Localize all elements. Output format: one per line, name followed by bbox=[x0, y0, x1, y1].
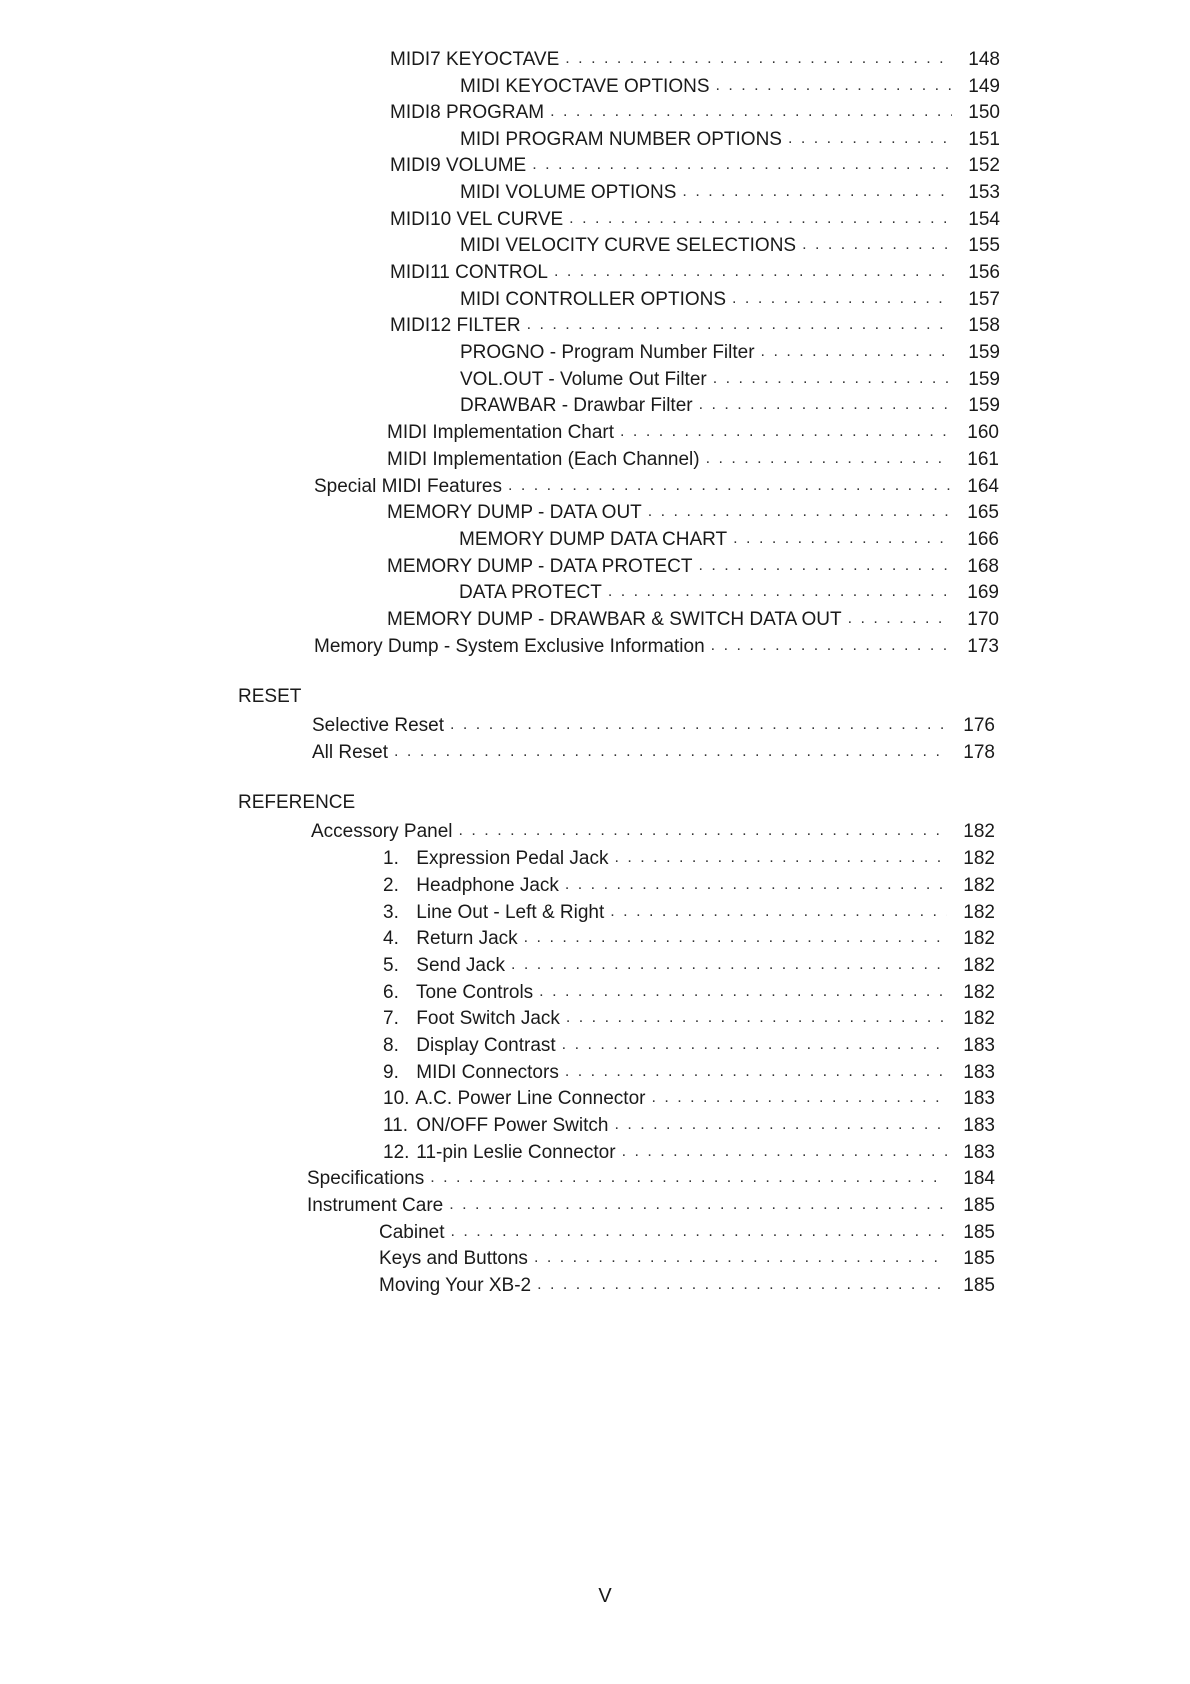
toc-entry bbox=[387, 444, 999, 471]
dot-leader bbox=[788, 128, 952, 151]
dot-leader bbox=[732, 288, 952, 311]
section-heading-reference: REFERENCE bbox=[238, 792, 356, 813]
dot-leader bbox=[648, 501, 951, 524]
entry-title: PROGNO - Program Number Filter bbox=[460, 342, 755, 363]
entry-title-text: ON/OFF Power Switch bbox=[416, 1115, 609, 1136]
entry-page: 169 bbox=[967, 582, 999, 603]
entry-title: Specifications bbox=[307, 1168, 425, 1189]
item-number: 4. bbox=[383, 928, 399, 949]
dot-leader bbox=[608, 581, 951, 604]
dot-leader bbox=[450, 714, 947, 737]
entry-title bbox=[383, 955, 511, 977]
toc-entry bbox=[460, 177, 1000, 204]
entry-page: 158 bbox=[968, 315, 1000, 336]
toc-entry bbox=[387, 604, 999, 631]
toc-entry bbox=[314, 631, 999, 658]
entry-title: MEMORY DUMP DATA CHART bbox=[459, 529, 728, 550]
dot-leader bbox=[537, 1274, 947, 1297]
item-number: 10. bbox=[383, 1088, 410, 1109]
item-number: 6. bbox=[383, 982, 399, 1003]
dot-leader bbox=[610, 901, 947, 924]
entry-title-text: A.C. Power Line Connector bbox=[415, 1088, 646, 1109]
dot-leader bbox=[614, 1114, 947, 1137]
entry-title bbox=[383, 1035, 562, 1057]
toc-entry bbox=[383, 1137, 995, 1164]
entry-title-text: 11-pin Leslie Connector bbox=[416, 1142, 616, 1163]
toc-entry bbox=[390, 44, 1000, 71]
item-number: 5. bbox=[383, 955, 399, 976]
toc-entry bbox=[383, 870, 995, 897]
entry-title-text: Headphone Jack bbox=[416, 875, 559, 896]
toc-entry bbox=[460, 230, 1000, 257]
dot-leader bbox=[565, 1061, 947, 1084]
dot-leader bbox=[430, 1167, 947, 1190]
dot-leader bbox=[566, 1007, 947, 1030]
entry-title: VOL.OUT - Volume Out Filter bbox=[460, 369, 707, 390]
dot-leader bbox=[532, 154, 952, 177]
toc-entry bbox=[312, 737, 995, 764]
toc-entry bbox=[314, 471, 999, 498]
dot-leader bbox=[615, 847, 948, 870]
dot-leader bbox=[554, 261, 952, 284]
entry-title bbox=[383, 1088, 651, 1110]
dot-leader bbox=[698, 555, 951, 578]
toc-entry bbox=[460, 364, 1000, 391]
entry-page: 157 bbox=[968, 289, 1000, 310]
entry-title: Cabinet bbox=[379, 1222, 445, 1243]
entry-page: 153 bbox=[968, 182, 1000, 203]
entry-page: 159 bbox=[968, 369, 1000, 390]
entry-title: MIDI Implementation (Each Channel) bbox=[387, 449, 700, 470]
entry-page: 183 bbox=[963, 1142, 995, 1163]
entry-page: 182 bbox=[963, 875, 995, 896]
entry-title-text: Tone Controls bbox=[415, 982, 534, 1003]
entry-title bbox=[383, 875, 565, 897]
item-number: 3. bbox=[383, 902, 399, 923]
toc-entry bbox=[379, 1243, 995, 1270]
entry-page: 182 bbox=[963, 848, 995, 869]
entry-title-text: Send Jack bbox=[416, 955, 506, 976]
entry-page: 184 bbox=[963, 1168, 995, 1189]
dot-leader bbox=[651, 1087, 947, 1110]
toc-entry bbox=[307, 1163, 995, 1190]
toc-entry bbox=[390, 150, 1000, 177]
entry-title: MEMORY DUMP - DATA PROTECT bbox=[387, 556, 693, 577]
entry-title: MEMORY DUMP - DATA OUT bbox=[387, 502, 642, 523]
entry-title: MIDI8 PROGRAM bbox=[390, 102, 545, 123]
toc-entry bbox=[387, 551, 999, 578]
entry-page: 148 bbox=[968, 49, 1000, 70]
entry-page: 170 bbox=[967, 609, 999, 630]
entry-title: All Reset bbox=[312, 742, 389, 763]
entry-page: 178 bbox=[963, 742, 995, 763]
entry-page: 182 bbox=[963, 821, 995, 842]
entry-title bbox=[383, 928, 524, 950]
entry-page: 159 bbox=[968, 342, 1000, 363]
entry-title: MIDI12 FILTER bbox=[390, 315, 521, 336]
toc-entry bbox=[460, 337, 1000, 364]
entry-page: 168 bbox=[967, 556, 999, 577]
entry-title bbox=[383, 1142, 622, 1164]
entry-title: MIDI10 VEL CURVE bbox=[390, 209, 564, 230]
toc-entry bbox=[383, 1003, 995, 1030]
dot-leader bbox=[565, 48, 952, 71]
entry-title bbox=[383, 1008, 566, 1030]
entry-title bbox=[383, 848, 615, 870]
dot-leader bbox=[848, 608, 951, 631]
entry-title: MIDI VOLUME OPTIONS bbox=[460, 182, 677, 203]
entry-title bbox=[383, 1062, 565, 1084]
dot-leader bbox=[682, 181, 952, 204]
section-heading-reset: RESET bbox=[238, 686, 302, 707]
toc-entry bbox=[460, 124, 1000, 151]
entry-page: 150 bbox=[968, 102, 1000, 123]
toc-entry bbox=[390, 97, 1000, 124]
entry-page: 165 bbox=[967, 502, 999, 523]
toc-entry bbox=[383, 1057, 995, 1084]
toc-entry bbox=[390, 257, 1000, 284]
dot-leader bbox=[511, 954, 947, 977]
entry-title: MIDI CONTROLLER OPTIONS bbox=[460, 289, 727, 310]
dot-leader bbox=[711, 635, 951, 658]
dot-leader bbox=[706, 448, 951, 471]
entry-title: Special MIDI Features bbox=[314, 476, 502, 497]
toc-entry bbox=[460, 284, 1000, 311]
toc-entry bbox=[307, 1190, 995, 1217]
toc-entry bbox=[379, 1270, 995, 1297]
dot-leader bbox=[569, 208, 952, 231]
entry-title: MIDI KEYOCTAVE OPTIONS bbox=[460, 76, 710, 97]
entry-page: 183 bbox=[963, 1115, 995, 1136]
entry-title: MIDI VELOCITY CURVE SELECTIONS bbox=[460, 235, 797, 256]
entry-title: Selective Reset bbox=[312, 715, 445, 736]
entry-page: 155 bbox=[968, 235, 1000, 256]
entry-page: 160 bbox=[967, 422, 999, 443]
item-number: 9. bbox=[383, 1062, 399, 1083]
toc-entry bbox=[383, 1030, 995, 1057]
toc-entry bbox=[383, 1110, 995, 1137]
entry-title-text: Display Contrast bbox=[416, 1035, 556, 1056]
entry-title: Moving Your XB-2 bbox=[379, 1275, 532, 1296]
entry-title: MIDI PROGRAM NUMBER OPTIONS bbox=[460, 129, 782, 150]
toc-entry bbox=[379, 1217, 995, 1244]
item-number: 12. bbox=[383, 1142, 410, 1163]
toc-entry bbox=[383, 950, 995, 977]
toc-entry bbox=[387, 417, 999, 444]
entry-title-text: Expression Pedal Jack bbox=[416, 848, 609, 869]
toc-entry bbox=[312, 710, 995, 737]
entry-title-text: Line Out - Left & Right bbox=[416, 902, 605, 923]
toc-entry bbox=[383, 843, 995, 870]
dot-leader bbox=[534, 1247, 947, 1270]
entry-page: 185 bbox=[963, 1275, 995, 1296]
dot-leader bbox=[733, 528, 951, 551]
dot-leader bbox=[449, 1194, 947, 1217]
item-number: 8. bbox=[383, 1035, 399, 1056]
dot-leader bbox=[761, 341, 952, 364]
dot-leader bbox=[802, 234, 952, 257]
entry-page: 152 bbox=[968, 155, 1000, 176]
entry-page: 182 bbox=[963, 982, 995, 1003]
entry-page: 182 bbox=[963, 1008, 995, 1029]
entry-page: 166 bbox=[967, 529, 999, 550]
entry-title bbox=[383, 982, 539, 1004]
entry-title: Memory Dump - System Exclusive Information bbox=[314, 636, 705, 657]
toc-entry bbox=[383, 977, 995, 1004]
entry-page: 173 bbox=[967, 636, 999, 657]
entry-title-text: MIDI Connectors bbox=[416, 1062, 559, 1083]
entry-page: 164 bbox=[967, 476, 999, 497]
dot-leader bbox=[622, 1141, 947, 1164]
dot-leader bbox=[620, 421, 951, 444]
entry-title: MIDI9 VOLUME bbox=[390, 155, 527, 176]
item-number: 2. bbox=[383, 875, 399, 896]
entry-title: Accessory Panel bbox=[311, 821, 453, 842]
entry-page: 149 bbox=[968, 76, 1000, 97]
entry-page: 183 bbox=[963, 1035, 995, 1056]
dot-leader bbox=[459, 820, 947, 843]
toc-entry bbox=[383, 923, 995, 950]
item-number: 11. bbox=[383, 1115, 409, 1136]
toc-entry bbox=[459, 524, 999, 551]
toc-entry bbox=[460, 71, 1000, 98]
entry-page: 159 bbox=[968, 395, 1000, 416]
dot-leader bbox=[527, 314, 952, 337]
entry-page: 185 bbox=[963, 1248, 995, 1269]
toc-entry bbox=[383, 897, 995, 924]
entry-page: 183 bbox=[963, 1062, 995, 1083]
dot-leader bbox=[524, 927, 947, 950]
entry-page: 156 bbox=[968, 262, 1000, 283]
toc-entry bbox=[383, 1083, 995, 1110]
dot-leader bbox=[394, 741, 947, 764]
dot-leader bbox=[699, 394, 952, 417]
toc-entry bbox=[387, 497, 999, 524]
entry-page: 151 bbox=[968, 129, 1000, 150]
dot-leader bbox=[713, 368, 952, 391]
toc-entry bbox=[311, 816, 995, 843]
entry-title: MIDI11 CONTROL bbox=[390, 262, 549, 283]
item-number: 7. bbox=[383, 1008, 399, 1029]
toc-entry bbox=[390, 310, 1000, 337]
entry-page: 182 bbox=[963, 955, 995, 976]
toc-entry bbox=[460, 390, 1000, 417]
toc-entry bbox=[459, 577, 999, 604]
entry-page: 161 bbox=[967, 449, 999, 470]
entry-title: Keys and Buttons bbox=[379, 1248, 528, 1269]
entry-page: 176 bbox=[963, 715, 995, 736]
entry-page: 185 bbox=[963, 1195, 995, 1216]
dot-leader bbox=[565, 874, 947, 897]
dot-leader bbox=[508, 475, 951, 498]
entry-page: 183 bbox=[963, 1088, 995, 1109]
toc-entry bbox=[390, 204, 1000, 231]
entry-page: 182 bbox=[963, 928, 995, 949]
page-number: V bbox=[598, 1585, 612, 1607]
dot-leader bbox=[550, 101, 952, 124]
entry-title bbox=[383, 902, 610, 924]
entry-title: Instrument Care bbox=[307, 1195, 444, 1216]
entry-title: DATA PROTECT bbox=[459, 582, 602, 603]
dot-leader bbox=[539, 981, 947, 1004]
entry-title: MEMORY DUMP - DRAWBAR & SWITCH DATA OUT bbox=[387, 609, 842, 630]
entry-title bbox=[383, 1115, 614, 1137]
entry-page: 185 bbox=[963, 1222, 995, 1243]
entry-title-text: Return Jack bbox=[416, 928, 518, 949]
entry-title: MIDI7 KEYOCTAVE bbox=[390, 49, 560, 70]
item-number: 1. bbox=[383, 848, 399, 869]
entry-title: DRAWBAR - Drawbar Filter bbox=[460, 395, 693, 416]
dot-leader bbox=[562, 1034, 947, 1057]
entry-title-text: Foot Switch Jack bbox=[416, 1008, 560, 1029]
entry-title: MIDI Implementation Chart bbox=[387, 422, 615, 443]
entry-page: 154 bbox=[968, 209, 1000, 230]
entry-page: 182 bbox=[963, 902, 995, 923]
dot-leader bbox=[716, 75, 953, 98]
dot-leader bbox=[451, 1221, 948, 1244]
